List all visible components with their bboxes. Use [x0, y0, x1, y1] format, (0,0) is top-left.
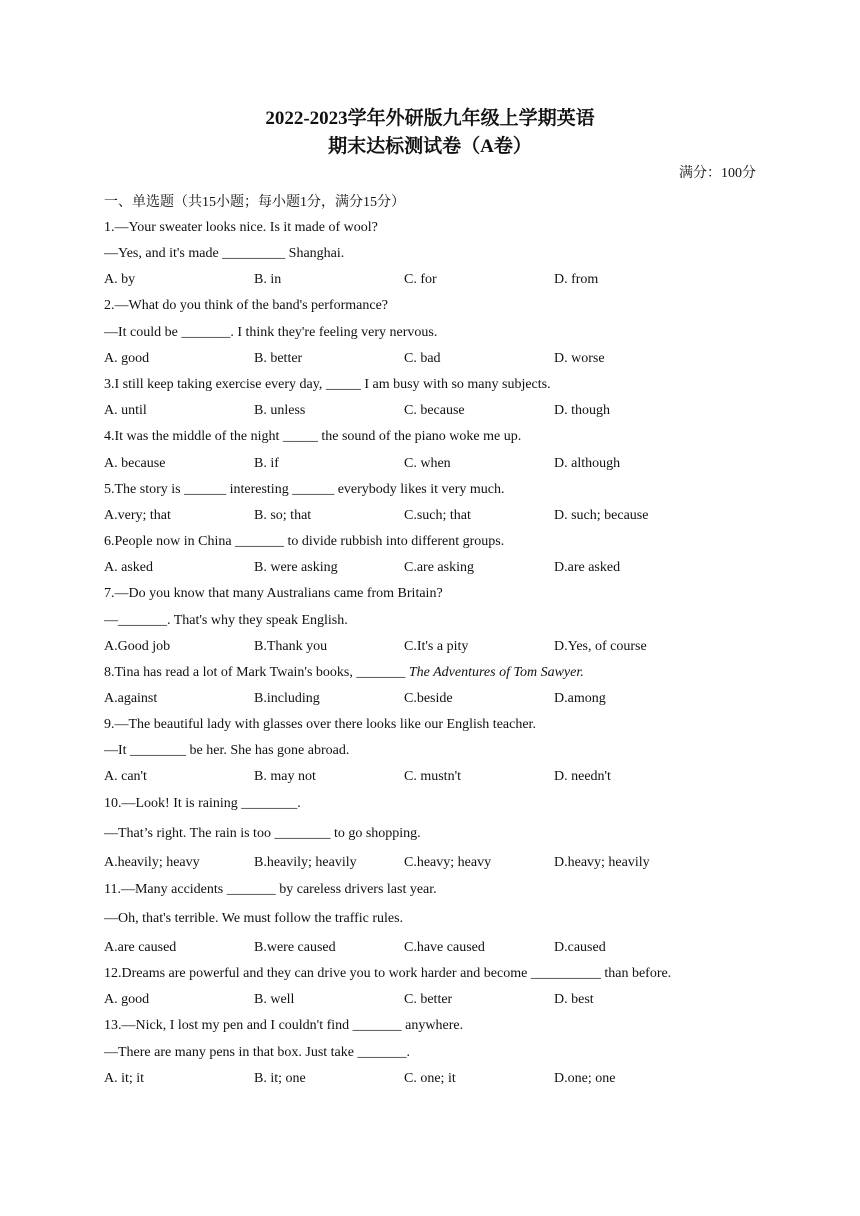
option-c: C. bad — [404, 351, 441, 366]
question-11-reply: —Oh, that's terrible. We must follow the traffic rules. — [104, 911, 404, 926]
option-d: D. worse — [554, 351, 605, 366]
question-2-reply: —It could be _______. I think they're feeling very nervous. — [104, 325, 438, 340]
book-title: The Adventures of Tom Sawyer. — [408, 665, 584, 680]
question-1-options — [104, 272, 764, 292]
question-10-options — [104, 855, 764, 875]
option-a: A.are caused — [104, 940, 177, 955]
option-b: B. it; one — [254, 1071, 306, 1086]
option-d: D. although — [554, 456, 621, 471]
option-b: B.were caused — [254, 940, 336, 955]
option-c: C.It's a pity — [404, 639, 469, 654]
option-a: A. it; it — [104, 1071, 145, 1086]
question-1-stem: 1.—Your sweater looks nice. Is it made of wool? — [104, 220, 378, 235]
question-11-options — [104, 940, 764, 960]
option-c: C. for — [404, 272, 437, 287]
question-13-stem: 13.—Nick, I lost my pen and I couldn't find _______ anywhere. — [104, 1018, 464, 1033]
question-5-stem: 5.The story is ______ interesting ______ everybody likes it very much. — [104, 482, 505, 497]
option-b: B. in — [254, 272, 282, 287]
option-c: C. when — [404, 456, 451, 471]
option-a: A.Good job — [104, 639, 171, 654]
option-d: D. though — [554, 403, 610, 418]
option-b: B. if — [254, 456, 279, 471]
question-13-options — [104, 1071, 764, 1091]
option-c: C.beside — [404, 691, 453, 706]
option-d: D. best — [554, 992, 594, 1007]
option-d: D.among — [554, 691, 606, 706]
question-3-stem: 3.I still keep taking exercise every day, _____ I am busy with so many subjects. — [104, 377, 551, 392]
exam-title-line2: 期末达标测试卷（A卷） — [328, 136, 532, 157]
option-b: B.Thank you — [254, 639, 328, 654]
option-d: D.one; one — [554, 1071, 616, 1086]
question-8-stem — [104, 665, 584, 681]
option-b: B.including — [254, 691, 320, 706]
option-d: D.caused — [554, 940, 606, 955]
full-score-label: 满分：100分 — [679, 166, 756, 181]
question-7-reply: —_______. That's why they speak English. — [104, 613, 348, 628]
question-2-stem: 2.—What do you think of the band's performance? — [104, 298, 388, 313]
question-10-reply: —That’s right. The rain is too ________ to go shopping. — [104, 826, 421, 841]
option-b: B. so; that — [254, 508, 312, 523]
option-a: A. because — [104, 456, 166, 471]
option-c: C.heavy; heavy — [404, 855, 492, 870]
question-12-stem: 12.Dreams are powerful and they can drive you to work harder and become __________ than before. — [104, 966, 672, 981]
option-a: A. good — [104, 351, 150, 366]
option-b: B. unless — [254, 403, 306, 418]
option-c: C. one; it — [404, 1071, 456, 1086]
option-c: C. mustn't — [404, 769, 461, 784]
question-8-options — [104, 691, 764, 711]
question-9-options — [104, 769, 764, 789]
option-d: D.are asked — [554, 560, 621, 575]
option-d: D.Yes, of course — [554, 639, 647, 654]
option-a: A. can't — [104, 769, 147, 784]
option-d: D.heavy; heavily — [554, 855, 650, 870]
option-b: B. better — [254, 351, 303, 366]
option-d: D. such; because — [554, 508, 649, 523]
option-d: D. needn't — [554, 769, 611, 784]
option-b: B. were asking — [254, 560, 338, 575]
question-3-options — [104, 403, 764, 423]
option-b: B. may not — [254, 769, 316, 784]
question-5-options — [104, 508, 764, 528]
question-6-stem: 6.People now in China _______ to divide rubbish into different groups. — [104, 534, 505, 549]
question-4-options — [104, 456, 764, 476]
question-1-reply: —Yes, and it's made _________ Shanghai. — [104, 246, 345, 261]
option-a: A.against — [104, 691, 158, 706]
option-a: A. good — [104, 992, 150, 1007]
question-7-options — [104, 639, 764, 659]
question-7-stem: 7.—Do you know that many Australians came from Britain? — [104, 586, 443, 601]
option-b: B. well — [254, 992, 295, 1007]
option-c: C.such; that — [404, 508, 471, 523]
exam-title-line1: 2022-2023学年外研版九年级上学期英语 — [265, 108, 595, 129]
question-12-options — [104, 992, 764, 1012]
question-6-options — [104, 560, 764, 580]
question-8-stem-text: 8.Tina has read a lot of Mark Twain's books, _______ — [104, 665, 409, 680]
section-heading: 一、单选题（共15小题；每小题1分，满分15分） — [104, 195, 405, 210]
option-a: A. by — [104, 272, 136, 287]
option-a: A.heavily; heavy — [104, 855, 200, 870]
option-b: B.heavily; heavily — [254, 855, 357, 870]
option-c: C. because — [404, 403, 465, 418]
question-10-stem: 10.—Look! It is raining ________. — [104, 796, 301, 811]
question-9-stem: 9.—The beautiful lady with glasses over there looks like our English teacher. — [104, 717, 536, 732]
question-2-options — [104, 351, 764, 371]
option-c: C. better — [404, 992, 453, 1007]
question-11-stem: 11.—Many accidents _______ by careless drivers last year. — [104, 882, 437, 897]
option-d: D. from — [554, 272, 599, 287]
question-4-stem: 4.It was the middle of the night _____ the sound of the piano woke me up. — [104, 429, 522, 444]
option-a: A. until — [104, 403, 147, 418]
option-c: C.are asking — [404, 560, 474, 575]
option-c: C.have caused — [404, 940, 485, 955]
question-13-reply: —There are many pens in that box. Just take _______. — [104, 1045, 410, 1060]
option-a: A.very; that — [104, 508, 171, 523]
question-9-reply: —It ________ be her. She has gone abroad. — [104, 743, 350, 758]
option-a: A. asked — [104, 560, 153, 575]
